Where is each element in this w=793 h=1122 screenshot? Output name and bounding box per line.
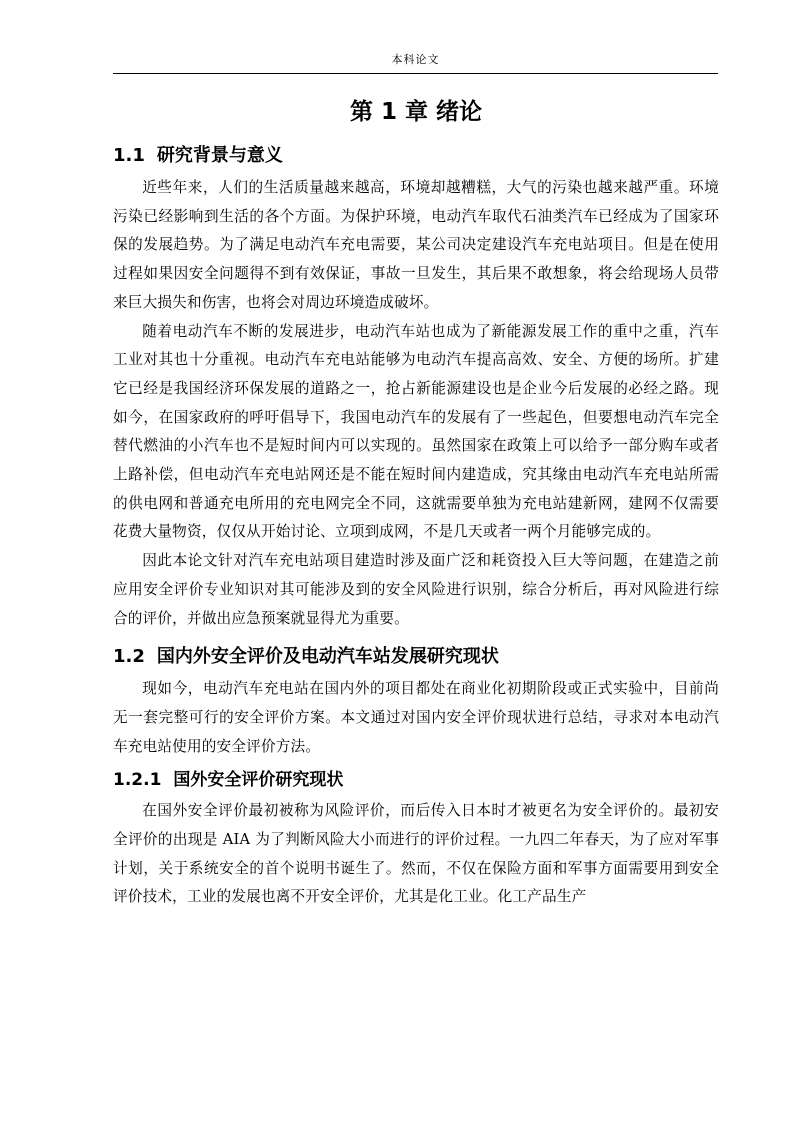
- section-number: 1.1: [113, 145, 145, 166]
- body-paragraph: 随着电动汽车不断的发展进步，电动汽车站也成为了新能源发展工作的重中之重，汽车工业对其也十分重视。电动汽车充电站能够为电动汽车提高高效、安全、方便的场所。扩建它已经是我国经济环保发展的道路之一，抢占新能源建设也是企业今后发展的必经之路。现如今，在国家政府的呼吁倡导下，我国电动汽车的发展有了一些起色，但要想电动汽车完全替代燃油的小汽车也不是短时间内可以实现的。虽然国家在政策上可以给予一部分购车或者上路补偿，但电动汽车充电站网还是不能在短时间内建造成，究其缘由电动汽车充电站所需的供电网和普通充电所用的充电网完全不同，这就需要单独为充电站建新网，建网不仅需要花费大量物资，仅仅从开始讨论、立项到成网，不是几天或者一两个月能够完成的。: [113, 322, 719, 541]
- section-title: 国内外安全评价及电动汽车站发展研究现状: [156, 646, 499, 668]
- header-divider: [113, 73, 718, 74]
- body-paragraph: 现如今，电动汽车充电站在国内外的项目都处在商业化初期阶段或正式实验中，目前尚无一套完整可行的安全评价方案。本文通过对国内安全评价现状进行总结，寻求对本电动汽车充电站使用的安全评价方法。: [113, 680, 719, 755]
- section-heading-1-1: [113, 141, 719, 171]
- section-title: 研究背景与意义: [156, 145, 283, 166]
- chapter-title: 第 1 章 绪论: [349, 99, 483, 125]
- subsection-title: 国外安全评价研究现状: [173, 770, 344, 791]
- section-heading-1-2: [113, 642, 719, 672]
- body-paragraph: 近些年来，人们的生活质量越来越高，环境却越糟糕，大气的污染也越来越严重。环境污染已经影响到生活的各个方面。为保护环境，电动汽车取代石油类汽车已经成为了国家环保的发展趋势。为了满足电动汽车充电需要，某公司决定建设汽车充电站项目。但是在使用过程如果因安全问题得不到有效保证，事故一旦发生，其后果不敢想象，将会给现场人员带来巨大损失和伤害，也将会对周边环境造成破坏。: [113, 179, 719, 311]
- section-number: 1.2: [113, 646, 145, 668]
- subsection-heading-1-2-1: [113, 765, 719, 795]
- page-content: [113, 92, 719, 912]
- body-paragraph: 在国外安全评价最初被称为风险评价，而后传入日本时才被更名为安全评价的。最初安全评价的出现是 AIA 为了判断风险大小而进行的评价过程。一九四二年春天，为了应对军事计划，关于系统安全的首个说明书诞生了。然而，不仅在保险方面和军事方面需要用到安全评价技术，工业的发展也离不开安全评价，尤其是化工业。化工产品生产: [113, 802, 719, 906]
- subsection-number: 1.2.1: [113, 770, 162, 791]
- body-paragraph: 因此本论文针对汽车充电站项目建造时涉及面广泛和耗资投入巨大等问题，在建造之前应用安全评价专业知识对其可能涉及到的安全风险进行识别，综合分析后，再对风险进行综合的评价，并做出应急预案就显得尤为重要。: [113, 552, 719, 627]
- running-header: 本科论文: [391, 53, 440, 66]
